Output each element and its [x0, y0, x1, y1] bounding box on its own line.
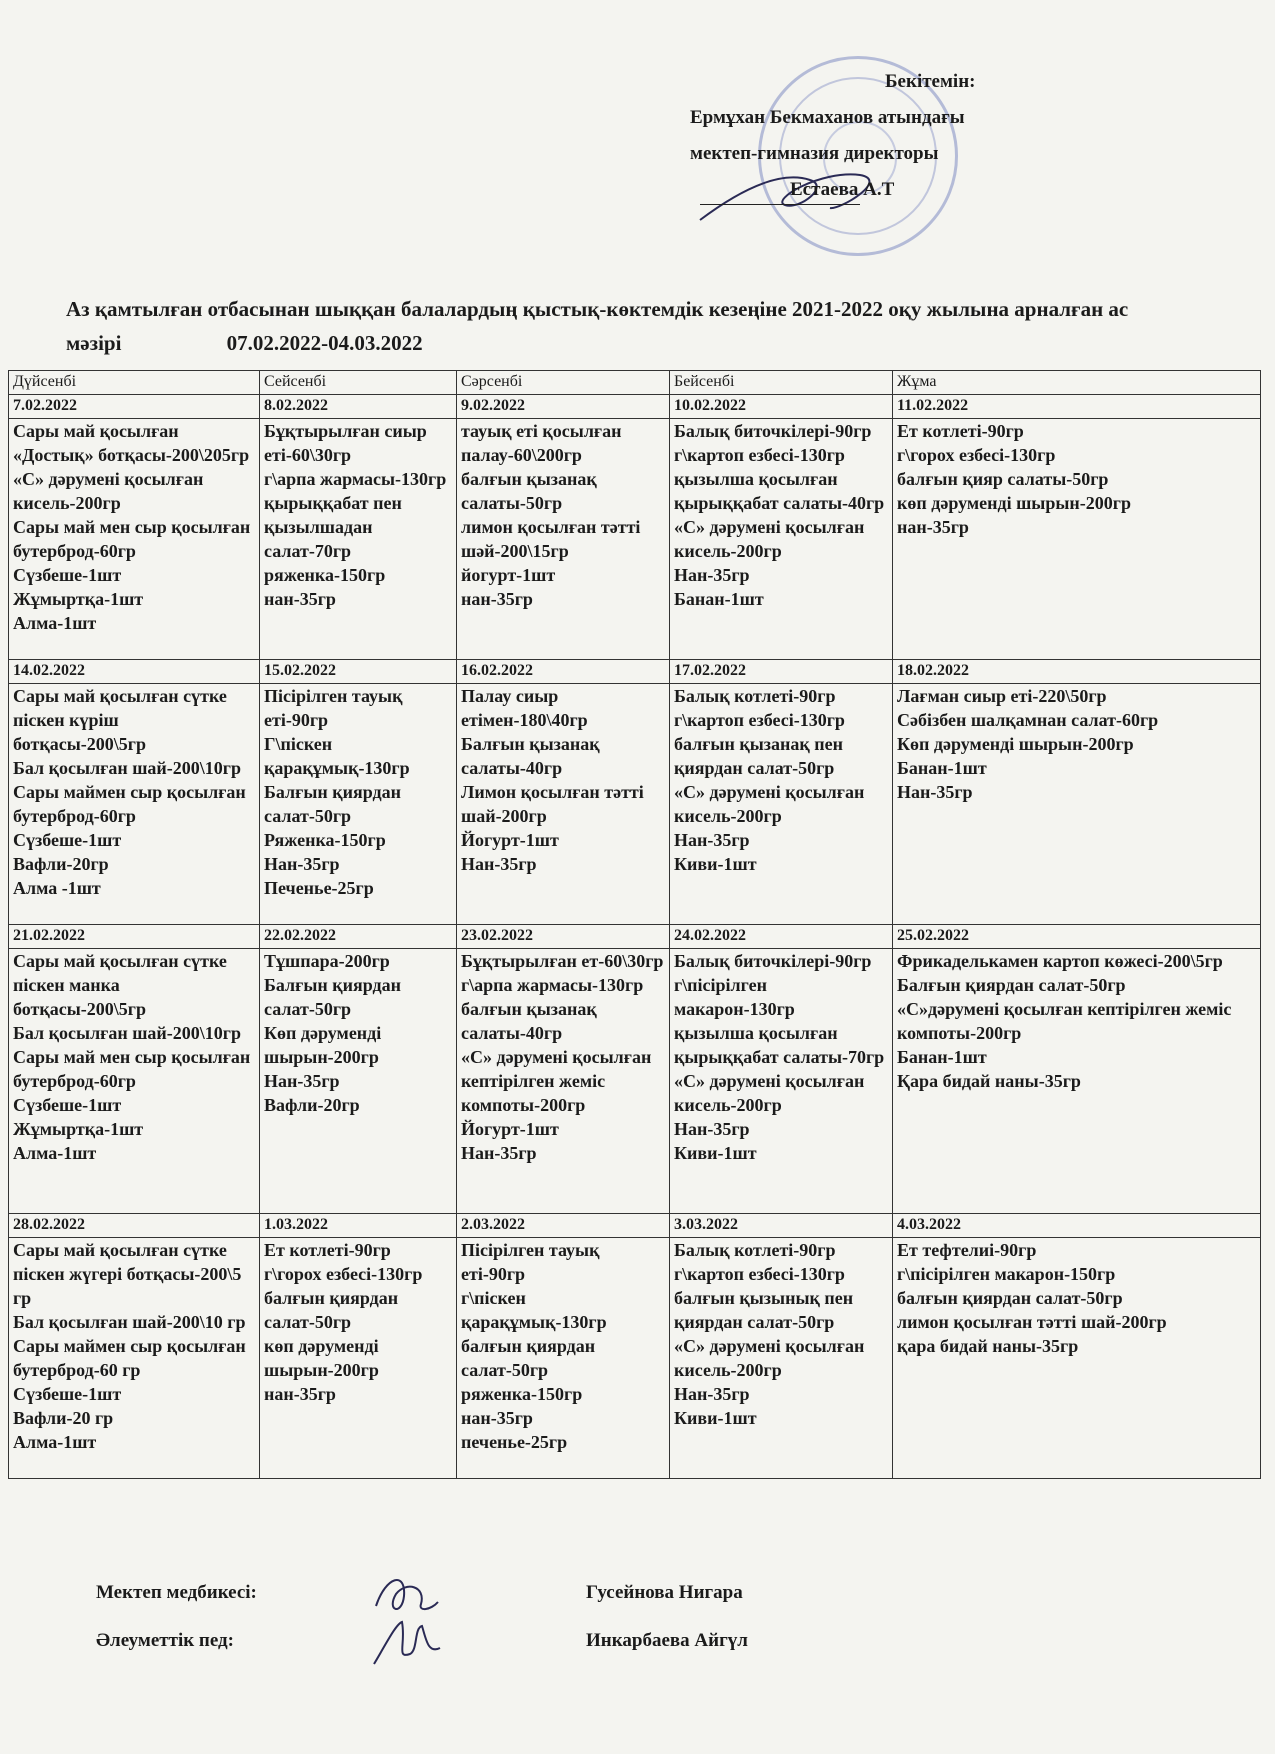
social-name: Инкарбаева Айгүл	[586, 1630, 748, 1651]
weekday-header-row	[9, 371, 1261, 395]
date-row	[9, 395, 1261, 419]
date-cell: 28.02.2022	[9, 1214, 260, 1238]
date-cell: 23.02.2022	[457, 925, 670, 949]
menu-cell: Лағман сиыр еті-220\50гр Сәбізбен шалқамнан салат-60гр Көп дәруменді шырын-200гр Банан-1шт Нан-35гр	[897, 686, 1159, 802]
social-signature	[366, 1614, 446, 1670]
menu-cell: Балық котлеті-90гр г\картоп езбесі-130гр балғын қызынық пен қиярдан салат-50гр «С» дәрумені қосылған кисель-200гр Нан-35гр Киви-1шт	[674, 1240, 865, 1428]
menu-cell: Фрикаделькамен картоп көжесі-200\5гр Балғын қиярдан салат-50гр «С»дәрумені қосылған кептірілген жеміс компоты-200гр Банан-1шт Қара бидай наны-35гр	[897, 951, 1232, 1091]
nurse-role: Мектеп медбикесі:	[96, 1582, 257, 1603]
date-cell: 21.02.2022	[9, 925, 260, 949]
menu-cell: Балық биточкілері-90гр г\пісірілген макарон-130гр қызылша қосылған қырыққабат салаты-70гр «С» дәрумені қосылған кисель-200гр Нан-35гр Киви-1шт	[674, 951, 885, 1163]
menu-cell: Ет котлеті-90гр г\горох езбесі-130гр балғын қияр салаты-50гр көп дәруменді шырын-200гр нан-35гр	[897, 421, 1131, 537]
date-cell: 14.02.2022	[9, 660, 260, 684]
date-row	[9, 925, 1261, 949]
nurse-name: Гусейнова Нигара	[586, 1582, 743, 1603]
date-cell: 8.02.2022	[260, 395, 457, 419]
weekday-header: Бейсенбі	[670, 371, 893, 395]
menu-row	[9, 684, 1261, 925]
weekday-header: Сейсенбі	[260, 371, 457, 395]
menu-cell: Сары май қосылған сүтке піскен манка ботқасы-200\5гр Бал қосылған шай-200\10гр Сары май мен сыр қосылған бутерброд-60гр Сүзбеше-1шт Жұмыртқа-1шт Алма-1шт	[13, 951, 251, 1163]
menu-cell: Сары май қосылған «Достық» ботқасы-200\205гр «С» дәрумені қосылған кисель-200гр Сары май мен сыр қосылған бутерброд-60гр Сүзбеше-1шт Жұмыртқа-1шт Алма-1шт	[13, 421, 251, 633]
date-cell: 10.02.2022	[670, 395, 893, 419]
date-cell: 9.02.2022	[457, 395, 670, 419]
date-cell: 3.03.2022	[670, 1214, 893, 1238]
date-cell: 11.02.2022	[893, 395, 1261, 419]
date-row	[9, 1214, 1261, 1238]
date-cell: 18.02.2022	[893, 660, 1261, 684]
approval-school: Ермұхан Бекмаханов атындағы	[690, 107, 965, 128]
menu-cell: Сары май қосылған сүтке піскен жүгері ботқасы-200\5 гр Бал қосылған шай-200\10 гр Сары маймен сыр қосылған бутерброд-60 гр Сүзбеше-1шт Вафли-20 гр Алма-1шт	[13, 1240, 246, 1452]
signature-line	[700, 204, 860, 205]
menu-cell: Ет котлеті-90гр г\горох езбесі-130гр балғын қиярдан салат-50гр көп дәруменді шырын-200гр нан-35гр	[264, 1240, 423, 1404]
nurse-row	[96, 1582, 996, 1630]
menu-cell: Палау сиыр етімен-180\40гр Балғын қызанақ салаты-40гр Лимон қосылған тәтті шай-200гр Йогурт-1шт Нан-35гр	[461, 686, 644, 874]
date-cell: 15.02.2022	[260, 660, 457, 684]
document-title	[66, 292, 1166, 360]
date-cell: 17.02.2022	[670, 660, 893, 684]
menu-cell: тауық еті қосылған палау-60\200гр балғын қызанақ салаты-50гр лимон қосылған тәтті шәй-200\15гр йогурт-1шт нан-35гр	[461, 421, 641, 609]
social-role: Әлеуметтік пед:	[96, 1630, 234, 1651]
menu-cell: Пісірілген тауық еті-90гр г\піскен қарақұмық-130гр балғын қиярдан салат-50гр ряженка-150гр нан-35гр печенье-25гр	[461, 1240, 607, 1452]
date-cell: 22.02.2022	[260, 925, 457, 949]
menu-cell: Пісірілген тауық еті-90гр Г\піскен қарақұмық-130гр Балғын қиярдан салат-50гр Ряженка-150гр Нан-35гр Печенье-25гр	[264, 686, 410, 898]
footer-signatures	[96, 1582, 996, 1678]
menu-row	[9, 419, 1261, 660]
menu-cell: Бұқтырылған сиыр еті-60\30гр г\арпа жармасы-130гр қырыққабат пен қызылшадан салат-70гр ряженка-150гр нан-35гр	[264, 421, 447, 609]
menu-cell: Тұшпара-200гр Балғын қиярдан салат-50гр Көп дәруменді шырын-200гр Нан-35гр Вафли-20гр	[264, 951, 401, 1115]
menu-cell: Сары май қосылған сүтке піскен күріш ботқасы-200\5гр Бал қосылған шай-200\10гр Сары маймен сыр қосылған бутерброд-60гр Сүзбеше-1шт Вафли-20гр Алма -1шт	[13, 686, 246, 898]
director-name: Естаева А.Т	[790, 179, 895, 200]
menu-cell: Балық биточкілері-90гр г\картоп езбесі-130гр қызылша қосылған қырыққабат салаты-40гр «С» дәрумені қосылған кисель-200гр Нан-35гр Банан-1шт	[674, 421, 885, 609]
approval-heading: Бекітемін:	[885, 71, 976, 92]
date-row	[9, 660, 1261, 684]
date-cell: 24.02.2022	[670, 925, 893, 949]
approval-position: мектеп-гимназия директоры	[690, 143, 939, 164]
menu-cell: Балық котлеті-90гр г\картоп езбесі-130гр балғын қызанақ пен қиярдан салат-50гр «С» дәрумені қосылған кисель-200гр Нан-35гр Киви-1шт	[674, 686, 865, 874]
title-text: Аз қамтылған отбасынан шыққан балалардың қыстық-көктемдік кезеңіне 2021-2022 оқу жылына арналған ас мәзірі	[66, 297, 1129, 355]
date-cell: 2.03.2022	[457, 1214, 670, 1238]
date-cell: 7.02.2022	[9, 395, 260, 419]
date-cell: 25.02.2022	[893, 925, 1261, 949]
weekday-header: Сәрсенбі	[457, 371, 670, 395]
menu-cell: Бұқтырылған ет-60\30гр г\арпа жармасы-130гр балғын қызанақ салаты-40гр «С» дәрумені қосылған кептірілген жеміс компоты-200гр Йогурт-1шт Нан-35гр	[461, 951, 664, 1163]
menu-row	[9, 949, 1261, 1214]
date-cell: 16.02.2022	[457, 660, 670, 684]
weekday-header: Дүйсенбі	[9, 371, 260, 395]
menu-row	[9, 1238, 1261, 1479]
weekday-header: Жұма	[893, 371, 1261, 395]
title-period: 07.02.2022-04.03.2022	[226, 331, 423, 355]
menu-cell: Ет тефтелиі-90гр г\пісірілген макарон-150гр балғын қиярдан салат-50гр лимон қосылған тәтті шай-200гр қара бидай наны-35гр	[897, 1240, 1167, 1356]
date-cell: 1.03.2022	[260, 1214, 457, 1238]
approval-block	[690, 64, 1090, 208]
menu-table	[8, 370, 1261, 1479]
social-row	[96, 1630, 996, 1678]
approval-director	[690, 172, 1090, 208]
date-cell: 4.03.2022	[893, 1214, 1261, 1238]
